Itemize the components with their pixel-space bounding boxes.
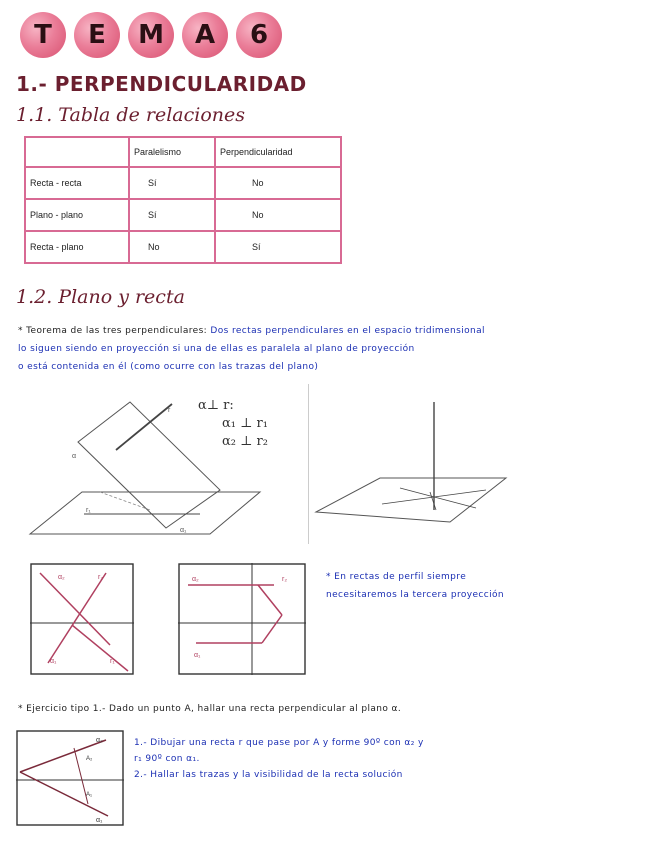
svg-text:α₁: α₁ xyxy=(180,527,187,534)
subsection-heading-tabla: 1.1. Tabla de relaciones xyxy=(16,104,245,126)
table-header-cell: Perpendicularidad xyxy=(215,137,341,167)
table-cell: Sí xyxy=(129,167,215,199)
table-cell: Plano - plano xyxy=(25,199,129,231)
perpendicular-plane-figure xyxy=(20,392,320,552)
relations-table xyxy=(24,136,342,264)
theorem-line-1: * Teorema de las tres perpendiculares: Dos rectas perpendiculares en el espacio tridimensional xyxy=(18,326,485,336)
dihedral-diagram-right xyxy=(178,563,306,675)
exercise-title: * Ejercicio tipo 1.- Dado un punto A, hallar una recta perpendicular al plano α. xyxy=(18,704,402,714)
dihedral-diagram-left xyxy=(30,563,134,675)
exercise-diagram xyxy=(16,730,124,826)
section-heading-perpendicularidad: 1.- PERPENDICULARIDAD xyxy=(16,72,307,96)
svg-text:r₁: r₁ xyxy=(110,658,115,665)
table-header-cell xyxy=(25,137,129,167)
table-row xyxy=(25,167,341,199)
table-cell: No xyxy=(215,167,341,199)
svg-text:α₂: α₂ xyxy=(58,574,65,581)
svg-text:A₂: A₂ xyxy=(86,756,93,762)
title-letter-circle: T xyxy=(20,12,66,58)
title-letter-circle: 6 xyxy=(236,12,282,58)
svg-text:α₂: α₂ xyxy=(96,737,103,744)
title-letter-circle: E xyxy=(74,12,120,58)
table-row xyxy=(25,231,341,263)
table-cell: Sí xyxy=(215,231,341,263)
title-letter-circle: M xyxy=(128,12,174,58)
theorem-line-3: o está contenida en él (como ocurre con las trazas del plano) xyxy=(18,362,319,372)
title-letter-circle: A xyxy=(182,12,228,58)
svg-text:r: r xyxy=(168,407,171,414)
profile-note-line-1: * En rectas de perfil siempre xyxy=(326,572,467,582)
table-row xyxy=(25,199,341,231)
table-cell: Sí xyxy=(129,199,215,231)
table-cell: No xyxy=(215,199,341,231)
subsection-heading-plano-recta: 1.2. Plano y recta xyxy=(16,286,185,308)
table-header-row xyxy=(25,137,341,167)
exercise-step-1b: r₁ 90º con α₁. xyxy=(134,754,200,764)
svg-text:r₁: r₁ xyxy=(86,507,91,514)
svg-text:α₁: α₁ xyxy=(96,817,103,824)
exercise-step-2: 2.- Hallar las trazas y la visibilidad de la recta solución xyxy=(134,770,403,780)
svg-text:r₂: r₂ xyxy=(282,576,288,583)
figure-relation-2: α₁ ⊥ r₁ xyxy=(222,416,268,431)
title-banner xyxy=(20,12,282,58)
figure-relation-1: α⊥ r: xyxy=(198,398,234,413)
vertical-line-plane-figure xyxy=(310,392,510,542)
table-header-cell: Paralelismo xyxy=(129,137,215,167)
svg-text:r₂: r₂ xyxy=(98,574,104,581)
svg-text:α: α xyxy=(72,453,77,460)
exercise-step-1a: 1.- Dibujar una recta r que pase por A y forme 90º con α₂ y xyxy=(134,738,424,748)
table-cell: Recta - plano xyxy=(25,231,129,263)
svg-text:α₁: α₁ xyxy=(50,658,57,665)
svg-text:A₁: A₁ xyxy=(86,792,93,798)
vertical-divider xyxy=(308,384,309,544)
table-cell: No xyxy=(129,231,215,263)
svg-text:α₁: α₁ xyxy=(194,652,201,659)
profile-note-line-2: necesitaremos la tercera proyección xyxy=(326,590,505,600)
table-cell: Recta - recta xyxy=(25,167,129,199)
theorem-line-2: lo siguen siendo en proyección si una de ellas es paralela al plano de proyección xyxy=(18,344,415,354)
svg-text:α₂: α₂ xyxy=(192,576,199,583)
figure-relation-3: α₂ ⊥ r₂ xyxy=(222,434,268,449)
